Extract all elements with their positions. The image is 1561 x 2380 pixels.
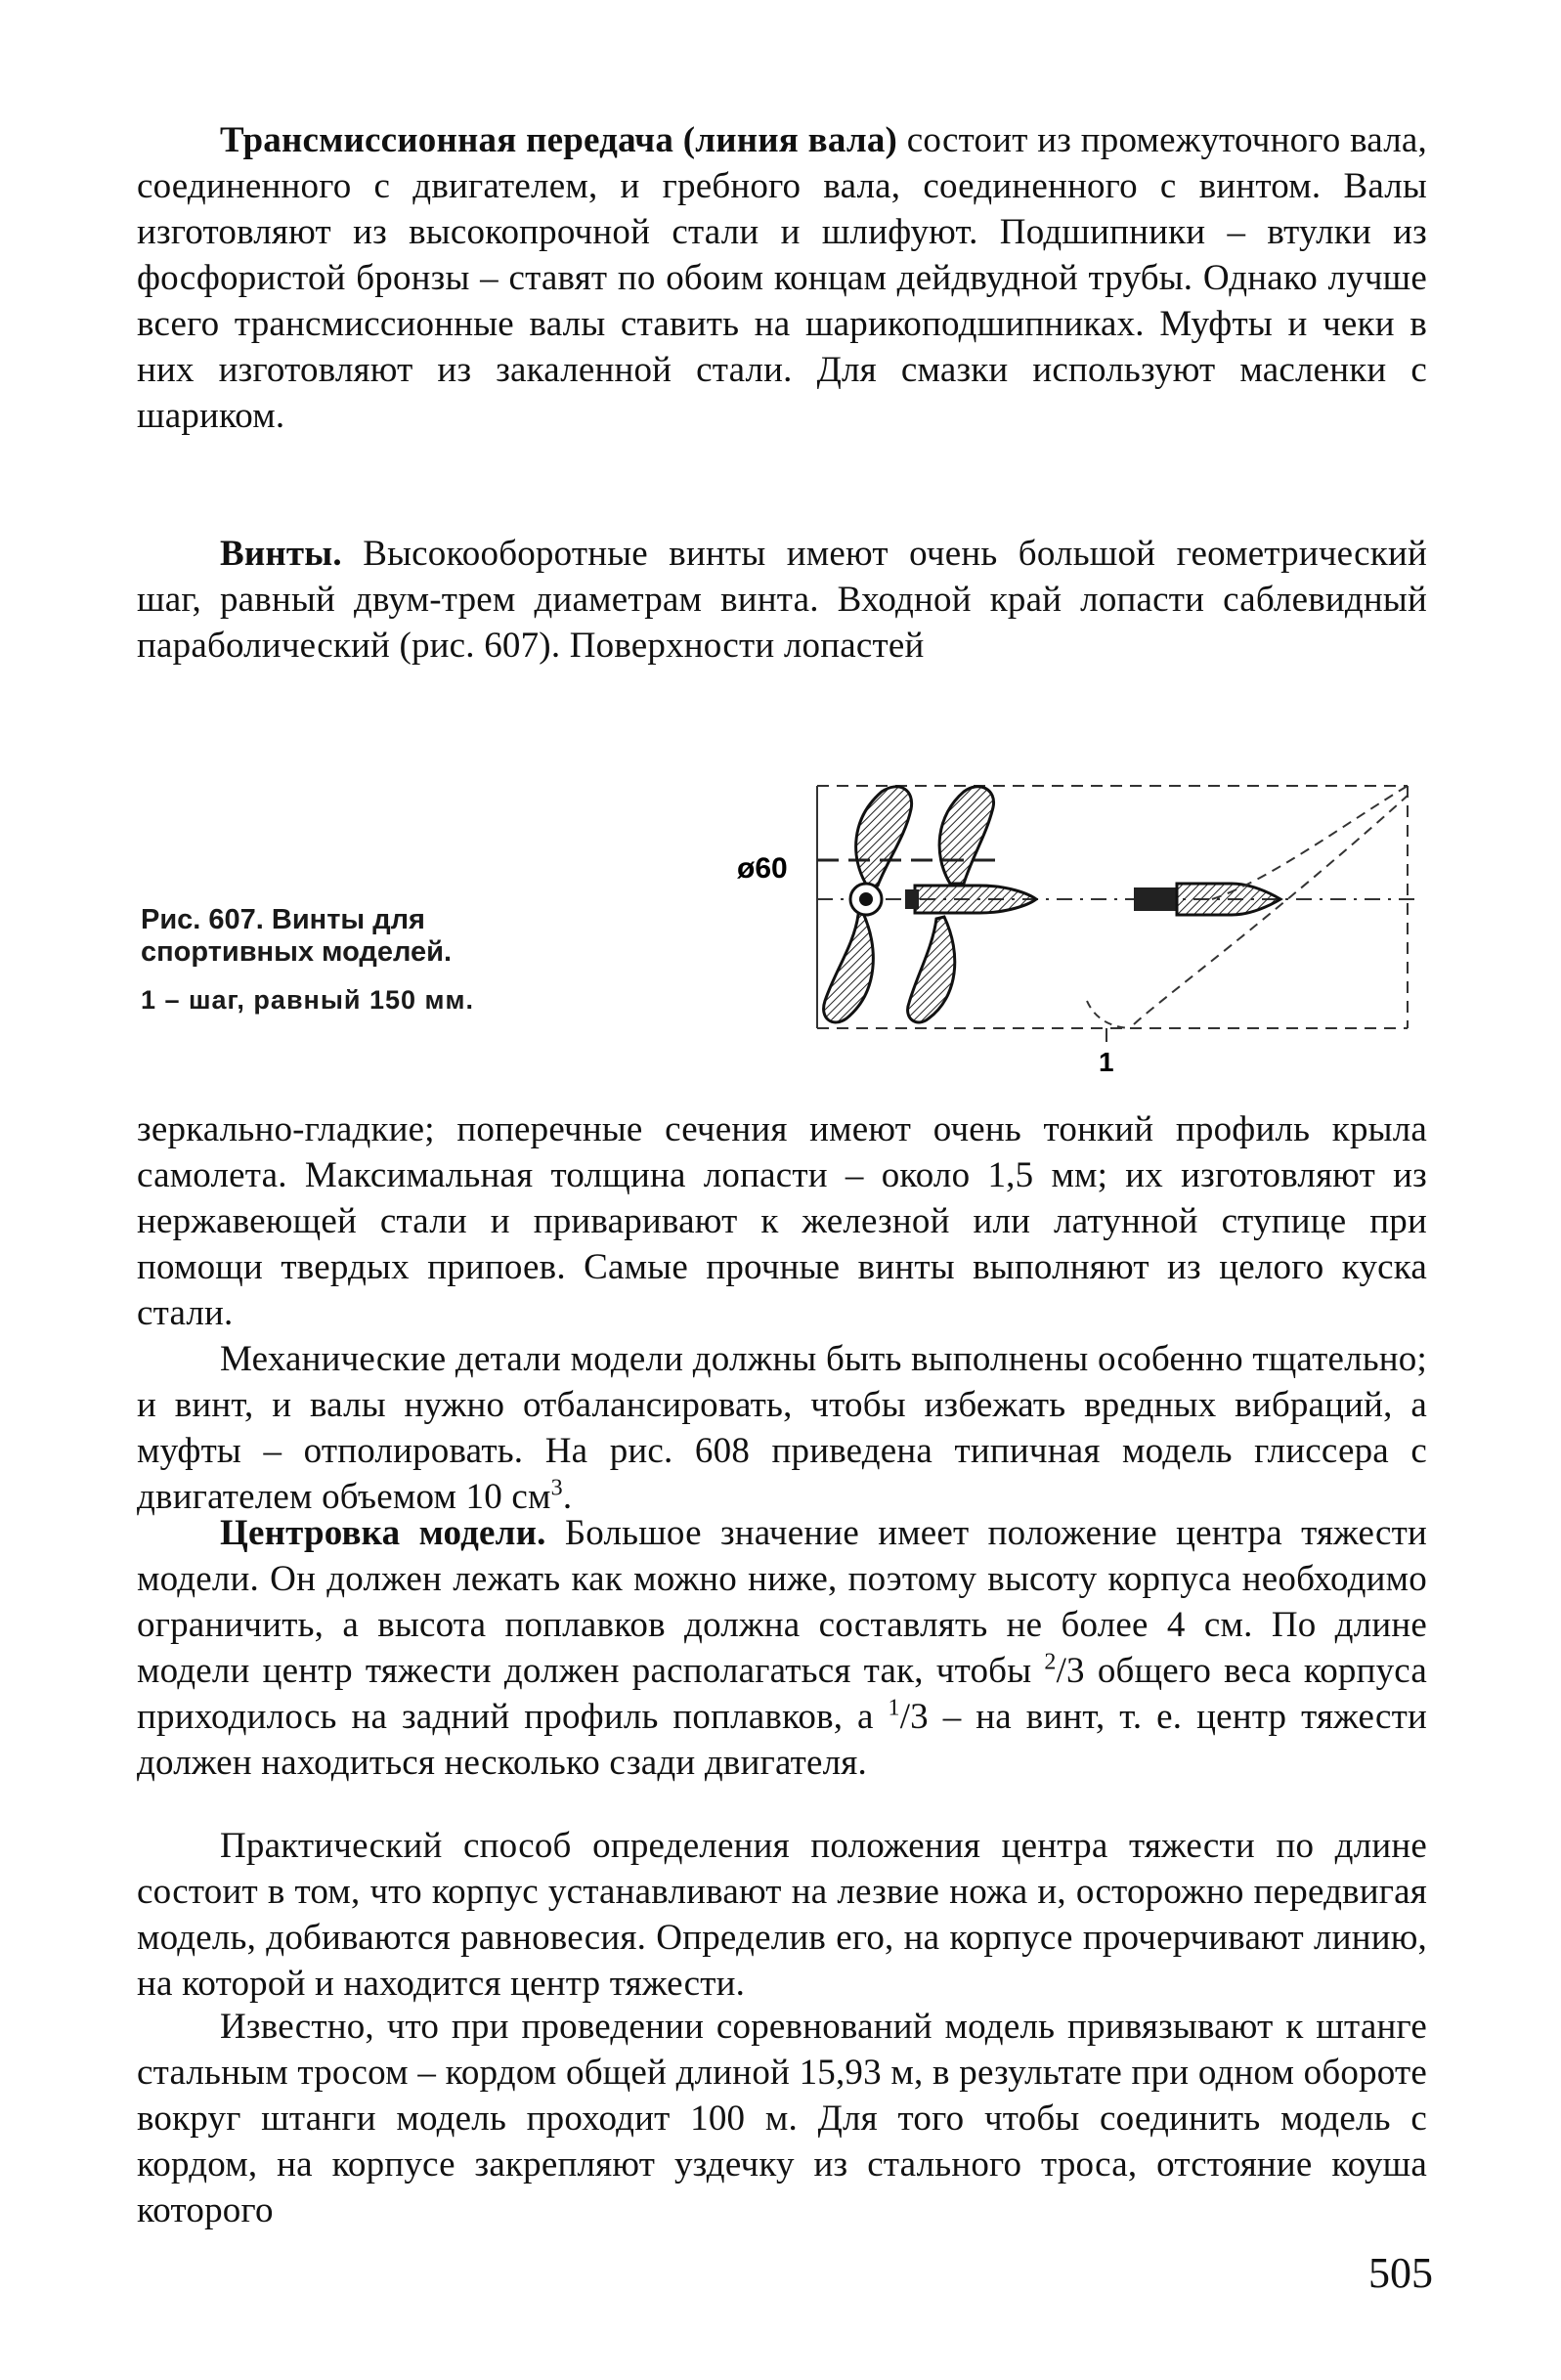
term-propellers: Винты. xyxy=(220,534,342,574)
pitch-curve-corner xyxy=(1087,1001,1134,1028)
paragraph-practical: Практический способ определения положения центра тяжести по длине состоит в том, что корпус устанавливают на лезвие ножа и, осторожно передвигая модель, добиваются равновесия. Определив его, на корпусе прочерчивают линию, на которой и находится центр тяжести. xyxy=(137,1826,1427,2004)
figure-note: 1 – шаг, равный 150 мм. xyxy=(141,985,475,1015)
paragraph-surfaces: зеркально-гладкие; поперечные сечения имеют очень тонкий профиль крыла самолета. Максимальная толщина лопасти – около 1,5 мм; их изготовляют из нержавеющей стали и приваривают к железной или латунной ступице при помощи твердых припоев. Самые прочные винты выполняют из целого куска стали. xyxy=(137,1109,1427,1333)
propeller-drawing xyxy=(723,762,1427,1075)
paragraph-transmission: Трансмиссионная передача (линия вала) состоит из промежуточного вала, соединенного с двигателем, и гребного вала, соединенного с винтом. Валы изготовляют из высокопрочной стали и шлифуют. Подшипники – втулки из фосфористой бронзы – ставят по обоим концам дейдвудной трубы. Однако лучше всего трансмиссионные валы ставить на шарикоподшипниках. Муфты и чеки в них изготовляют из закаленной стали. Для смазки используют масленки с шариком. xyxy=(137,120,1427,436)
hub-detail xyxy=(1134,884,1280,915)
page-number: 505 xyxy=(1368,2249,1433,2297)
paragraph-mechanical: Механические детали модели должны быть выполнены особенно тщательно; и винт, и валы нужно отбалансировать, чтобы избежать вредных вибраций, а муфты – отполировать. На рис. 608 приведена типичная модель глиссера с двигателем объемом 10 $см^3$. xyxy=(137,1339,1427,1517)
figure-caption: Рис. 607. Винты для спортивных моделей. 1 – шаг, равный 150 мм. xyxy=(141,904,581,1017)
paragraph-centering: Центровка модели. Большое значение имеет положение центра тяжести модели. Он должен лежать как можно ниже, поэтому высоту корпуса необходимо ограничить, а высота поплавков должна составлять не более 4 см. По длине модели центр тяжести должен располагаться так, чтобы $^2$/3 общего веса корпуса приходилось на задний профиль поплавков, а $^1$/3 – на винт, т. е. центр тяжести должен находиться несколько сзади двигателя. xyxy=(137,1513,1427,1783)
paragraph-competition: Известно, что при проведении соревнований модель привязывают к штанге стальным тросом – кордом общей длиной 15,93 м, в результате при одном обороте вокруг штанги модель проходит 100 м. Для того чтобы соединить модель с кордом, на корпусе закрепляют уздечку из стального троса, отстояние коуша которого xyxy=(137,2007,1427,2230)
paragraph-propellers: Винты. Высокооборотные винты имеют очень большой геометрический шаг, равный двум-трем диаметрам винта. Входной край лопасти саблевидный параболический (рис. 607). Поверхности лопастей xyxy=(137,534,1427,666)
propeller-front-view xyxy=(824,787,912,1022)
term-transmission: Трансмиссионная передача (линия вала) xyxy=(220,120,898,160)
figure-607 xyxy=(723,762,1427,1075)
pitch-curve-upper xyxy=(1212,786,1408,899)
propeller-side-view xyxy=(905,787,1036,1022)
term-centering: Центровка модели. xyxy=(220,1513,546,1553)
diameter-label: ø60 xyxy=(737,852,788,885)
callout-label: 1 xyxy=(1099,1047,1114,1075)
